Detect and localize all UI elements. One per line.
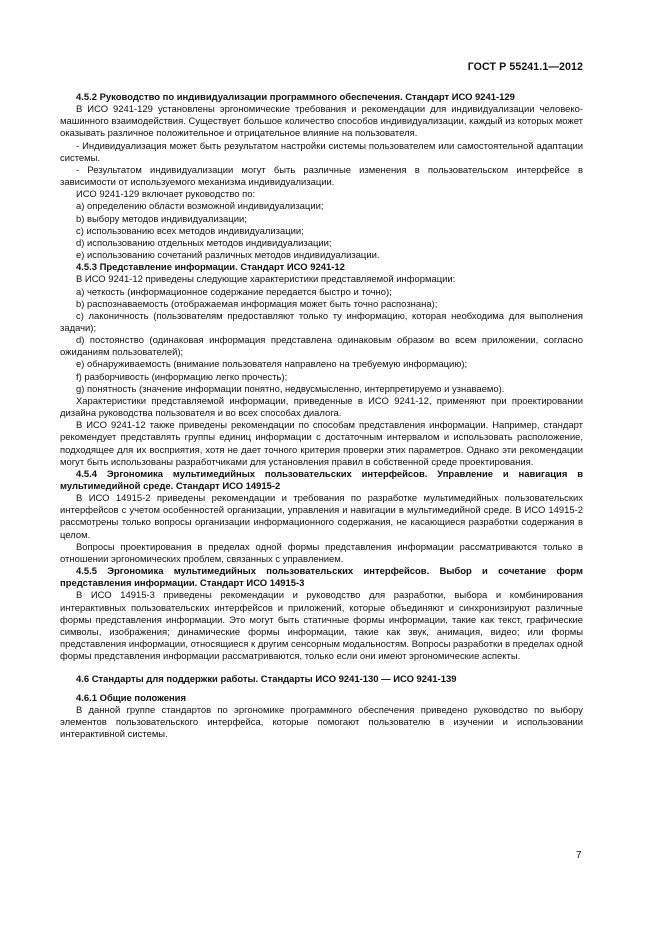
list-item: b) распознаваемость (отображаемая информация может быть точно распознана); <box>76 298 438 310</box>
paragraph: ИСО 9241-129 включает руководство по: <box>76 189 256 201</box>
dash-item: - Индивидуализация может быть результатом настройки системы пользователем или самостоятельной адаптации системы. <box>60 140 583 164</box>
paragraph: В ИСО 9241-12 также приведены рекомендации по способам представления информации. Например, стандарт рекомендует представлять группы единиц информации с достаточным интервалом и использовать расположение, подходящее для их восприятия, хотя не дает точного критерия проверки этих параметров. Однако эти рекомендации могут быть использованы разработчиками для установления правил в собственной среде проектирования. <box>60 420 583 468</box>
paragraph: В данной группе стандартов по эргономике программного обеспечения приведено руководство по выбору элементов пользовательского интерфейса, которые помогают пользователю в изучении и использовании интерактивной системы. <box>60 704 583 740</box>
list-item: b) выбору методов индивидуализации; <box>76 213 247 225</box>
section-heading-4-6: 4.6 Стандарты для поддержки работы. Стандарты ИСО 9241-130 — ИСО 9241-139 <box>76 674 457 686</box>
section-heading-4-6-1: 4.6.1 Общие положения <box>76 692 186 704</box>
paragraph: В ИСО 9241-129 установлены эргономические требования и рекомендации для индивидуализации человеко-машинного взаимодействия. Существует большое количество способов индивидуализации, каждый из которых может оказывать различное положительное и отрицательное влияние на пользователя. <box>60 104 583 140</box>
list-item: e) обнаруживаемость (внимание пользователя направлено на требуемую информацию); <box>76 359 468 371</box>
list-item: d) использованию отдельных методов индивидуализации; <box>76 237 332 249</box>
list-item: c) лаконичность (пользователям предоставляют только ту информацию, которая необходима для выполнения задачи); <box>60 310 583 334</box>
paragraph: В ИСО 14915-2 приведены рекомендации и требования по разработке мультимедийных пользовательских интерфейсов с учетом особенностей организации, управления и навигации в мультимедийной среде. В ИСО 14915-2 рассмотрены только вопросы организации информационного содержания, не касающиеся разработки содержания в целом. <box>60 493 583 541</box>
paragraph: Характеристики представляемой информации, приведенные в ИСО 9241-12, применяют при проектировании дизайна руководства пользователя и во всех способах диалога. <box>60 395 583 420</box>
document-body <box>60 92 583 741</box>
list-item: a) четкость (информационное содержание передается быстро и точно); <box>76 286 392 298</box>
section-heading-4-5-3: 4.5.3 Представление информации. Стандарт ИСО 9241-12 <box>76 262 345 274</box>
section-heading-4-5-2: 4.5.2 Руководство по индивидуализации программного обеспечения. Стандарт ИСО 9241-129 <box>76 92 515 103</box>
paragraph: В ИСО 14915-3 приведены рекомендации и руководство для разработки, выбора и комбинирования интерактивных пользовательских интерфейсов и приложений, которые объединяют и синхронизируют различные формы представления информации. Это могут быть статичные формы информации, такие как текст, графические символы, изображения; динамические формы информации, такие как звук, анимация, видео; или формы представления информации, относящиеся к другим сенсорным модальностям. Вопросы разработки в пределах одной формы представления информации рассматриваются, только если они имеют эргономические аспекты. <box>60 590 583 663</box>
paragraph: В ИСО 9241-12 приведены следующие характеристики представляемой информации: <box>76 274 456 286</box>
section-heading-4-5-5: 4.5.5 Эргономика мультимедийных пользовательских интерфейсов. Выбор и сочетание форм представления информации. Стандарт ИСО 14915-3 <box>60 566 583 590</box>
list-item: g) понятность (значение информации понятно, недвусмысленно, интерпретируемо и узнаваемо). <box>76 383 505 395</box>
list-item: c) использованию всех методов индивидуализации; <box>76 225 304 237</box>
page-number: 7 <box>576 850 582 861</box>
section-heading-4-5-4: 4.5.4 Эргономика мультимедийных пользовательских интерфейсов. Управление и навигация в мультимедийной среде. Стандарт ИСО 14915-2 <box>60 468 583 492</box>
dash-item: - Результатом индивидуализации могут быть различные изменения в пользовательском интерфейсе в зависимости от используемого механизма индивидуализации. <box>60 164 583 189</box>
document-id-header: ГОСТ Р 55241.1—2012 <box>467 61 583 73</box>
list-item: d) постоянство (одинаковая информация представлена одинаковым образом во всем приложении, согласно ожиданиям пользователей); <box>60 335 583 359</box>
paragraph: Вопросы проектирования в пределах одной формы представления информации рассматриваются только в отношении эргономических проблем, связанных с управлением. <box>60 541 583 565</box>
list-item: f) разборчивость (информацию легко прочесть); <box>76 371 288 383</box>
list-item: e) использованию сочетаний различных методов индивидуализации. <box>76 250 380 262</box>
list-item: a) определению области возможной индивидуализации; <box>76 201 324 213</box>
